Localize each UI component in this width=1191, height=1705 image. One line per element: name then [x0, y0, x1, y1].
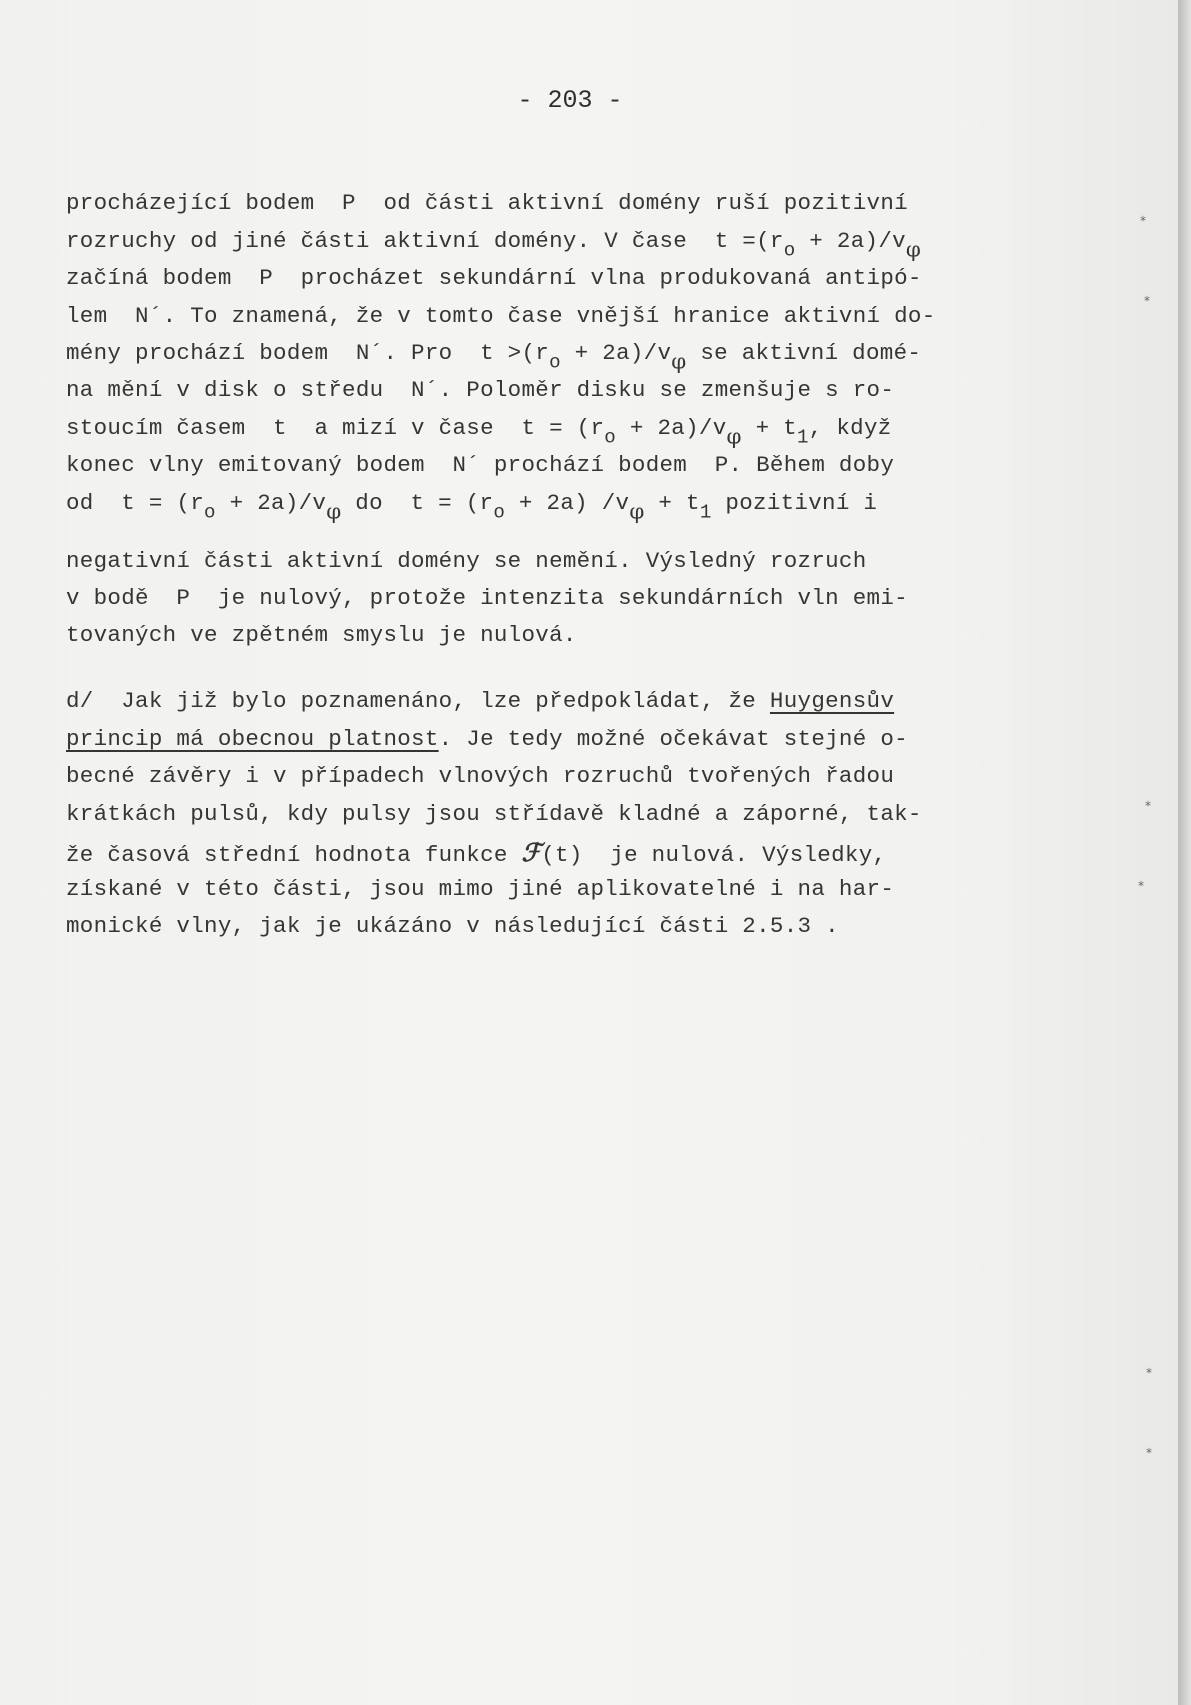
text-line: [66, 415, 892, 450]
text-fragment: pozitivní i: [711, 490, 878, 516]
text-fragment: + t: [644, 490, 700, 516]
subscript: 1: [699, 501, 712, 524]
underlined-text: Huygensův: [769, 688, 895, 714]
text-line: [66, 340, 921, 375]
text-fragment: stoucím časem t a mizí v čase t = (r: [66, 415, 605, 441]
subscript: o: [549, 351, 561, 374]
phi-subscript: φ: [629, 499, 645, 525]
page-number: - 203 -: [517, 86, 623, 115]
script-f-symbol: ℱ: [521, 838, 542, 867]
text-fragment: se aktivní domé-: [686, 340, 922, 366]
text-fragment: od t = (r: [66, 490, 205, 516]
text-fragment: d/ Jak již bylo poznamenáno, lze předpokládat, že: [66, 688, 770, 714]
text-fragment: + 2a)/v: [616, 415, 727, 441]
text-line: [66, 838, 886, 868]
text-fragment: . Je tedy možné očekávat stejné o-: [438, 726, 908, 752]
binding-hole-mark: ⁎: [1145, 795, 1151, 809]
subscript: o: [783, 239, 796, 262]
text-fragment: + t: [741, 415, 797, 441]
text-line: v bodě P je nulový, protože intenzita sekundárních vln emi-: [66, 585, 908, 611]
binding-hole-mark: ⁎: [1146, 1362, 1152, 1376]
text-line: becné závěry i v případech vlnových rozruchů tvořených řadou: [66, 763, 895, 789]
binding-hole-mark: ⁎: [1140, 210, 1146, 224]
binding-hole-mark: ⁎: [1144, 290, 1150, 304]
text-line: konec vlny emitovaný bodem N´ prochází bodem P. Během doby: [66, 452, 895, 478]
page-edge: [1178, 0, 1191, 1705]
text-line: lem N´. To znamená, že v tomto čase vnější hranice aktivní do-: [66, 303, 936, 329]
text-line: získané v této části, jsou mimo jiné aplikovatelné i na har-: [66, 876, 895, 902]
text-line: procházející bodem P od části aktivní domény ruší pozitivní: [66, 190, 908, 216]
text-line: začíná bodem P procházet sekundární vlna produkovaná antipó-: [66, 265, 922, 291]
text-line: [66, 688, 894, 714]
subscript: o: [604, 426, 617, 449]
text-line: monické vlny, jak je ukázáno v následující části 2.5.3 .: [66, 913, 839, 939]
subscript: 1: [796, 426, 809, 449]
phi-subscript: φ: [326, 499, 342, 525]
text-line: krátkách pulsů, kdy pulsy jsou střídavě kladné a záporné, tak-: [66, 801, 922, 827]
binding-hole-mark: ⁎: [1146, 1442, 1152, 1456]
text-fragment: , když: [808, 415, 892, 441]
text-line: na mění v disk o středu N´. Poloměr disku se zmenšuje s ro-: [66, 377, 895, 403]
text-line: [66, 228, 921, 263]
phi-subscript: φ: [905, 237, 922, 263]
text-fragment: rozruchy od jiné části aktivní domény. V čase t =(r: [66, 228, 784, 254]
text-fragment: + 2a)/v: [560, 340, 672, 366]
text-fragment: do t = (r: [341, 490, 494, 516]
binding-hole-mark: ⁎: [1138, 875, 1144, 889]
text-line: [66, 490, 877, 525]
subscript: o: [493, 501, 506, 524]
text-fragment: mény prochází bodem N´. Pro t >(r: [66, 340, 550, 366]
text-line: tovaných ve zpětném smyslu je nulová.: [66, 622, 577, 648]
text-line: negativní části aktivní domény se nemění. Výsledný rozruch: [66, 548, 867, 574]
phi-subscript: φ: [671, 349, 687, 375]
subscript: o: [204, 501, 216, 524]
underlined-text: princip má obecnou platnost: [66, 726, 439, 752]
text-line: [66, 726, 908, 752]
text-fragment: + 2a)/v: [215, 490, 327, 516]
text-fragment: (t) je nulová. Výsledky,: [541, 842, 887, 868]
text-fragment: že časová střední hodnota funkce: [66, 842, 522, 868]
phi-subscript: φ: [726, 424, 742, 450]
text-fragment: + 2a)/v: [795, 228, 906, 254]
text-fragment: + 2a) /v: [505, 490, 630, 516]
